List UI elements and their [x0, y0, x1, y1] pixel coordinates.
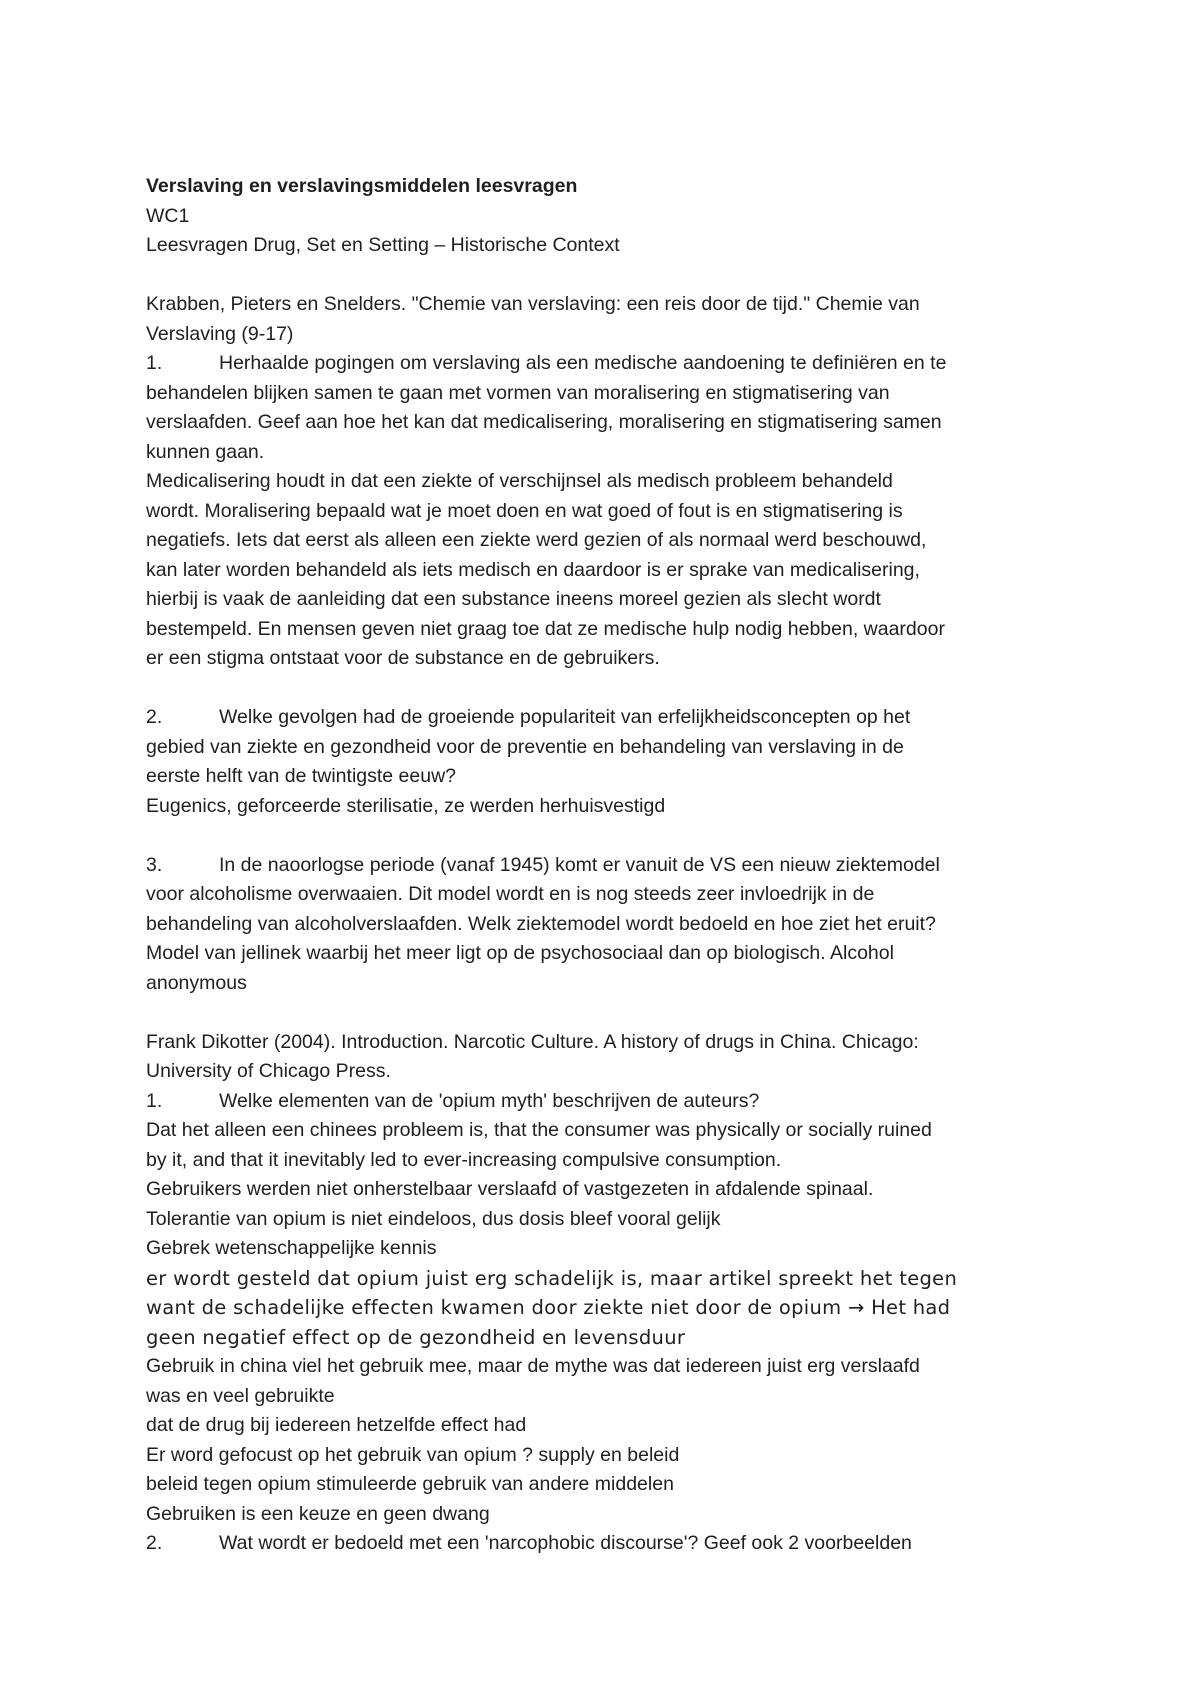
- document-subtitle: Leesvragen Drug, Set en Setting – Historische Context: [146, 234, 620, 256]
- answer-line: hierbij is vaak de aanleiding dat een substance ineens moreel gezien als slecht wordt: [146, 588, 881, 610]
- question-number: 1.: [146, 352, 163, 374]
- question-line: behandelen blijken samen te gaan met vormen van moralisering en stigmatisering van: [146, 381, 890, 404]
- question-number: 3.: [146, 853, 163, 876]
- question-line: voor alcoholisme overwaaien. Dit model wordt en is nog steeds zeer invloedrijk in de: [146, 883, 875, 905]
- question-line: gebied van ziekte en gezondheid voor de preventie en behandeling van verslaving in de: [146, 735, 904, 758]
- answer-line: Gebruik in china viel het gebruik mee, maar de mythe was dat iedereen juist erg verslaafd: [146, 1355, 920, 1377]
- answer-line: negatiefs. Iets dat eerst als alleen een ziekte werd gezien of als normaal werd beschouwd,: [146, 529, 927, 551]
- source-reference-line: Verslaving (9-17): [146, 322, 294, 345]
- question-text: Herhaalde pogingen om verslaving als een medische aandoening te definiëren en te: [219, 352, 947, 374]
- source-reference-line: University of Chicago Press.: [146, 1060, 391, 1082]
- question-line: kunnen gaan.: [146, 440, 265, 463]
- document-title: Verslaving en verslavingsmiddelen leesvragen: [146, 175, 578, 197]
- answer-line-alt-font: want de schadelijke effecten kwamen door ziekte niet door de opium → Het had: [146, 1296, 951, 1319]
- answer-line: dat de drug bij iedereen hetzelfde effect had: [146, 1414, 527, 1436]
- source-reference-line: Frank Dikotter (2004). Introduction. Narcotic Culture. A history of drugs in China. Chicago:: [146, 1030, 919, 1053]
- week-label: WC1: [146, 204, 190, 227]
- answer-line: bestempeld. En mensen geven niet graag toe dat ze medische hulp nodig hebben, waardoor: [146, 617, 945, 640]
- answer-line: Dat het alleen een chinees probleem is, that the consumer was physically or socially ruined: [146, 1119, 932, 1141]
- answer-line: er een stigma ontstaat voor de substance en de gebruikers.: [146, 647, 660, 669]
- question-text: Wat wordt er bedoeld met een 'narcophobic discourse'? Geef ook 2 voorbeelden: [219, 1532, 912, 1554]
- question-number: 2.: [146, 706, 163, 728]
- question-line: [146, 349, 1086, 379]
- spacer: [146, 998, 1086, 1028]
- answer-line-alt-font: er wordt gesteld dat opium juist erg schadelijk is, maar artikel spreekt het tegen: [146, 1266, 958, 1290]
- answer-line: Eugenics, geforceerde sterilisatie, ze werden herhuisvestigd: [146, 794, 666, 817]
- answer-line: Model van jellinek waarbij het meer ligt op de psychosociaal dan op biologisch. Alcohol: [146, 942, 894, 964]
- answer-line: Medicalisering houdt in dat een ziekte of verschijnsel als medisch probleem behandeld: [146, 470, 893, 492]
- answer-line: by it, and that it inevitably led to ever-increasing compulsive consumption.: [146, 1148, 782, 1171]
- question-line: verslaafden. Geef aan hoe het kan dat medicalisering, moralisering en stigmatisering samen: [146, 411, 942, 433]
- answer-line: Tolerantie van opium is niet eindeloos, dus dosis bleef vooral gelijk: [146, 1207, 721, 1230]
- answer-line-alt-font: geen negatief effect op de gezondheid en levensduur: [146, 1325, 686, 1349]
- answer-line: was en veel gebruikte: [146, 1384, 335, 1407]
- answer-line: Gebrek wetenschappelijke kennis: [146, 1237, 437, 1259]
- answer-line: Gebruiken is een keuze en geen dwang: [146, 1502, 490, 1525]
- spacer: [146, 674, 1086, 704]
- spacer: [146, 261, 1086, 291]
- answer-line: kan later worden behandeld als iets medisch en daardoor is er sprake van medicalisering,: [146, 558, 920, 581]
- question-line: [146, 851, 1086, 881]
- question-line: eerste helft van de twintigste eeuw?: [146, 765, 457, 787]
- answer-line: Gebruikers werden niet onherstelbaar verslaafd of vastgezeten in afdalende spinaal.: [146, 1178, 874, 1200]
- document-page: [146, 172, 1086, 1559]
- question-text: Welke gevolgen had de groeiende populariteit van erfelijkheidsconcepten op het: [219, 706, 911, 728]
- answer-line: Er word gefocust op het gebruik van opium ? supply en beleid: [146, 1443, 680, 1466]
- question-text: Welke elementen van de 'opium myth' beschrijven de auteurs?: [219, 1089, 760, 1112]
- question-line: [146, 1087, 1086, 1117]
- source-reference-line: Krabben, Pieters en Snelders. "Chemie van verslaving: een reis door de tijd." Chemie van: [146, 293, 920, 315]
- question-line: [146, 703, 1086, 733]
- spacer: [146, 821, 1086, 851]
- question-number: 2.: [146, 1532, 163, 1554]
- question-text: In de naoorlogse periode (vanaf 1945) komt er vanuit de VS een nieuw ziektemodel: [219, 853, 940, 876]
- question-line: [146, 1529, 1086, 1559]
- answer-line: anonymous: [146, 971, 247, 994]
- question-line: behandeling van alcoholverslaafden. Welk ziektemodel wordt bedoeld en hoe ziet het eruit?: [146, 912, 936, 935]
- answer-line: wordt. Moralisering bepaald wat je moet doen en wat goed of fout is en stigmatisering is: [146, 499, 903, 522]
- question-number: 1.: [146, 1089, 163, 1112]
- answer-line: beleid tegen opium stimuleerde gebruik van andere middelen: [146, 1473, 674, 1495]
